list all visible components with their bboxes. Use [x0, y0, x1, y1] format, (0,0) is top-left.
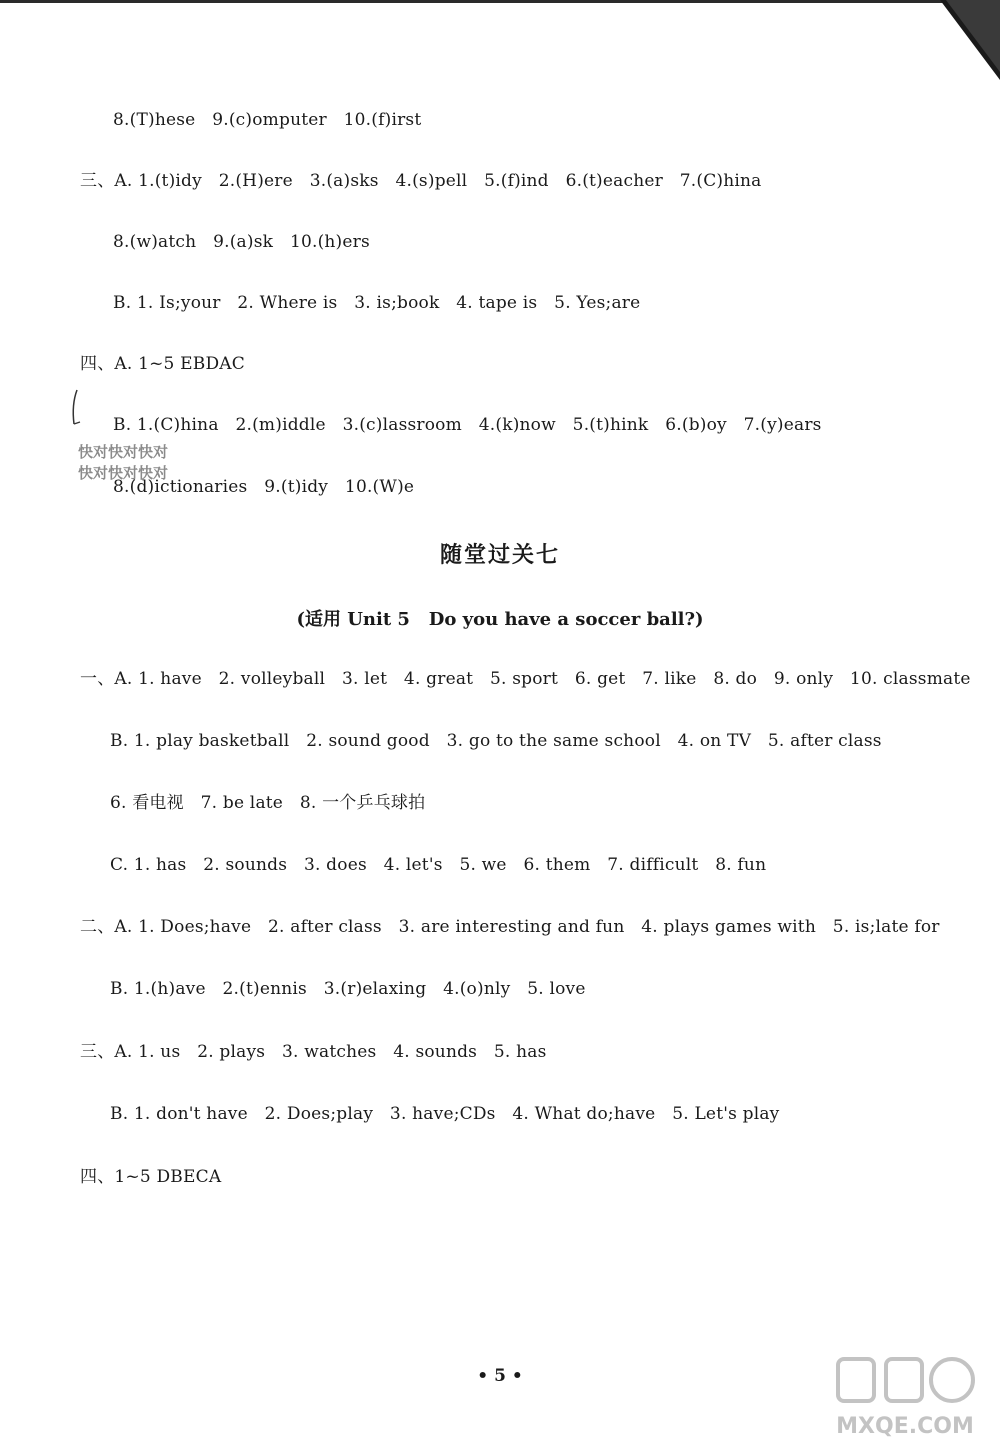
section-subtitle: (适用 Unit 5 Do you have a soccer ball?): [296, 609, 704, 630]
watermark-line-2: 快对快对快对: [78, 464, 169, 482]
section-3a-line-2: 8.(w)atch 9.(a)sk 10.(h)ers: [113, 232, 370, 252]
section-4b-line-2: 8.(d)ictionaries 9.(t)idy 10.(W)e: [113, 477, 415, 497]
page-number: • 5 •: [477, 1366, 523, 1386]
section-3a-line-1: 三、A. 1.(t)idy 2.(H)ere 3.(a)sks 4.(s)pell 5.(f)ind 6.(t)eacher 7.(C)hina: [80, 171, 762, 191]
part-1a-line: 一、A. 1. have 2. volleyball 3. let 4. great 5. sport 6. get 7. like 8. do 9. only 10. classmate: [80, 669, 971, 689]
svg-text:MXQE.COM: MXQE.COM: [836, 1414, 974, 1439]
section-3b-line: B. 1. Is;your 2. Where is 3. is;book 4. tape is 5. Yes;are: [113, 293, 641, 313]
part-3b-line: B. 1. don't have 2. Does;play 3. have;CDs 4. What do;have 5. Let's play: [110, 1104, 780, 1124]
section-4b-line-1: B. 1.(C)hina 2.(m)iddle 3.(c)lassroom 4.(k)now 5.(t)hink 6.(b)oy 7.(y)ears: [113, 415, 822, 435]
scan-edge: [0, 0, 1000, 3]
site-logo-watermark: [820, 1355, 990, 1440]
part-3a-line: 三、A. 1. us 2. plays 3. watches 4. sounds 5. has: [80, 1042, 547, 1062]
answer-line-8-10: 8.(T)hese 9.(c)omputer 10.(f)irst: [113, 110, 422, 130]
section-4a-line: 四、A. 1~5 EBDAC: [80, 354, 245, 374]
part-1b-line-1: B. 1. play basketball 2. sound good 3. go to the same school 4. on TV 5. after class: [110, 731, 882, 751]
pen-stroke-mark: [68, 388, 82, 428]
part-2a-line: 二、A. 1. Does;have 2. after class 3. are interesting and fun 4. plays games with 5. is;late for: [80, 917, 940, 937]
watermark-line-1: 快对快对快对: [78, 443, 169, 461]
section-title: 随堂过关七: [439, 542, 560, 568]
part-2b-line: B. 1.(h)ave 2.(t)ennis 3.(r)elaxing 4.(o)nly 5. love: [110, 979, 586, 999]
part-1b-line-2: 6. 看电视 7. be late 8. 一个乒乓球拍: [110, 793, 426, 813]
part-4-line: 四、1~5 DBECA: [80, 1167, 222, 1187]
folded-corner-inner: [946, 0, 1000, 72]
part-1c-line: C. 1. has 2. sounds 3. does 4. let's 5. we 6. them 7. difficult 8. fun: [110, 855, 767, 875]
